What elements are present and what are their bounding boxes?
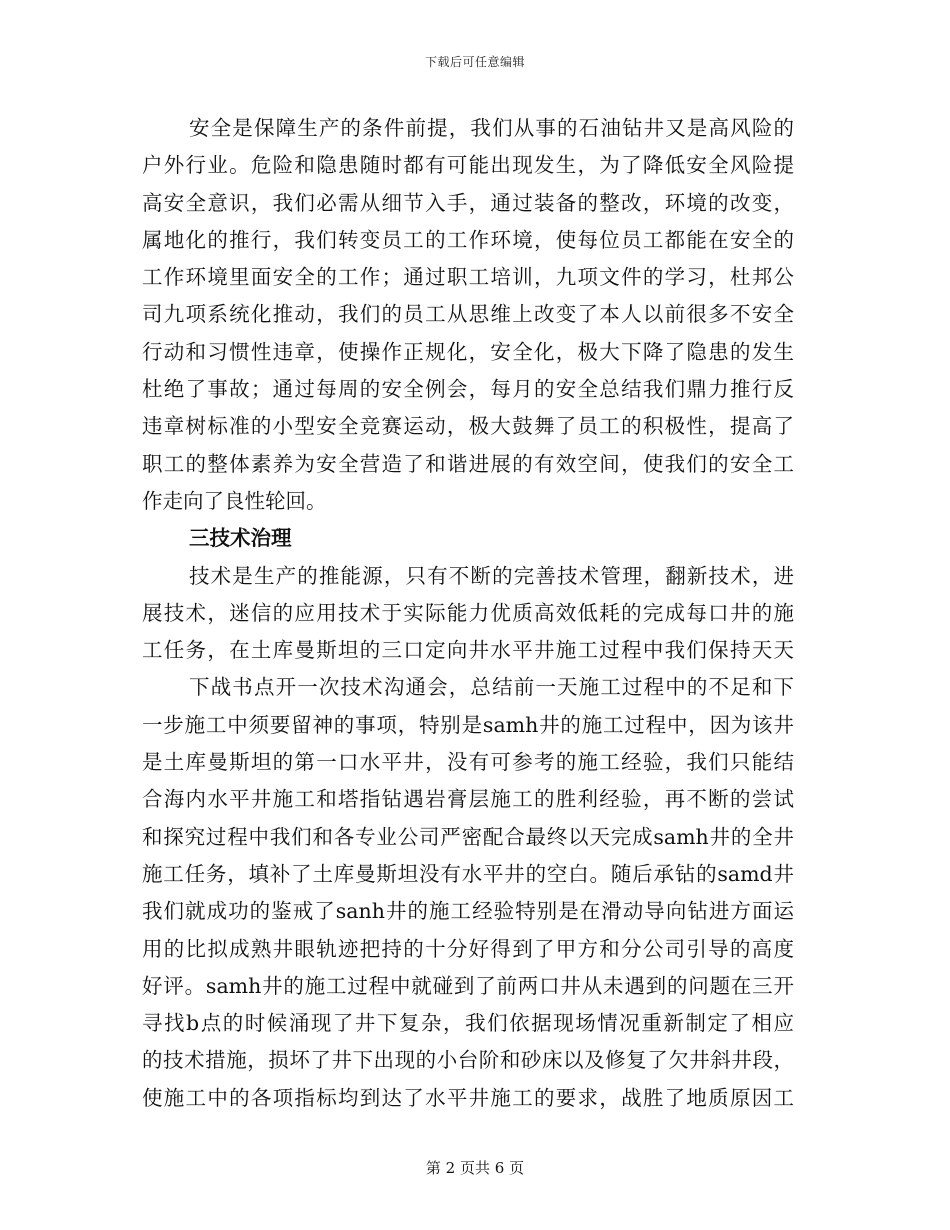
section-heading: 三技术治理: [189, 526, 292, 551]
text-line: 技术是生产的推能源，只有不断的完善技术管理，翻新技术，进: [189, 563, 794, 588]
text-line: 展技术，迷信的应用技术于实际能力优质高效低耗的完成每口井的施: [142, 600, 794, 625]
page-header: 下载后可任意编辑: [424, 55, 525, 69]
document-body: [142, 110, 794, 1117]
text-line: 高安全意识，我们必需从细节入手，通过装备的整改，环境的改变，: [142, 190, 794, 215]
text-line: 的技术措施，损坏了井下出现的小台阶和砂床以及修复了欠井斜井段，: [142, 1048, 794, 1073]
text-line: 施工任务，填补了土库曼斯坦没有水平井的空白。随后承钻的samd井: [142, 861, 794, 886]
text-line: 合海内水平井施工和塔指钻遇岩膏层施工的胜利经验，再不断的尝试: [142, 787, 794, 812]
text-line: 户外行业。危险和隐患随时都有可能出现发生，为了降低安全风险提: [142, 153, 794, 178]
text-line: 和探究过程中我们和各专业公司严密配合最终以天完成samh井的全井: [142, 824, 794, 849]
text-line: 属地化的推行，我们转变员工的工作环境，使每位员工都能在安全的: [142, 227, 794, 252]
text-line: 用的比拟成熟井眼轨迹把持的十分好得到了甲方和分公司引导的高度: [142, 936, 794, 961]
text-line: 司九项系统化推动，我们的员工从思维上改变了本人以前很多不安全: [142, 302, 794, 327]
text-line: 职工的整体素养为安全营造了和谐进展的有效空间，使我们的安全工: [142, 451, 794, 476]
text-line: 使施工中的各项指标均到达了水平井施工的要求，战胜了地质原因工: [142, 1085, 794, 1110]
text-line: 是土库曼斯坦的第一口水平井，没有可参考的施工经验，我们只能结: [142, 750, 794, 775]
text-line: 下战书点开一次技术沟通会，总结前一天施工过程中的不足和下: [189, 675, 794, 700]
text-line: 工任务，在土库曼斯坦的三口定向井水平井施工过程中我们保持天天: [142, 638, 794, 663]
text-line: 安全是保障生产的条件前提，我们从事的石油钻井又是高风险的: [189, 116, 794, 140]
text-line: 作走向了良性轮回。: [142, 488, 327, 513]
text-line: 工作环境里面安全的工作；通过职工培训，九项文件的学习，杜邦公: [142, 265, 794, 290]
text-line: 好评。samh井的施工过程中就碰到了前两口井从未遇到的问题在三开: [142, 973, 794, 998]
text-line: 我们就成功的鉴戒了sanh井的施工经验特别是在滑动导向钻进方面运: [142, 899, 794, 924]
page-number: 第 2 页共 6 页: [425, 1159, 525, 1177]
text-line: 违章树标准的小型安全竞赛运动，极大鼓舞了员工的积极性，提高了: [142, 414, 794, 439]
text-line: 寻找b点的时候涌现了井下复杂，我们依据现场情况重新制定了相应: [142, 1011, 794, 1036]
text-line: 行动和习惯性违章，使操作正规化，安全化，极大下降了隐患的发生: [142, 339, 794, 364]
text-line: 一步施工中须要留神的事项，特别是samh井的施工过程中，因为该井: [142, 712, 794, 737]
text-line: 杜绝了事故；通过每周的安全例会，每月的安全总结我们鼎力推行反: [142, 377, 794, 402]
